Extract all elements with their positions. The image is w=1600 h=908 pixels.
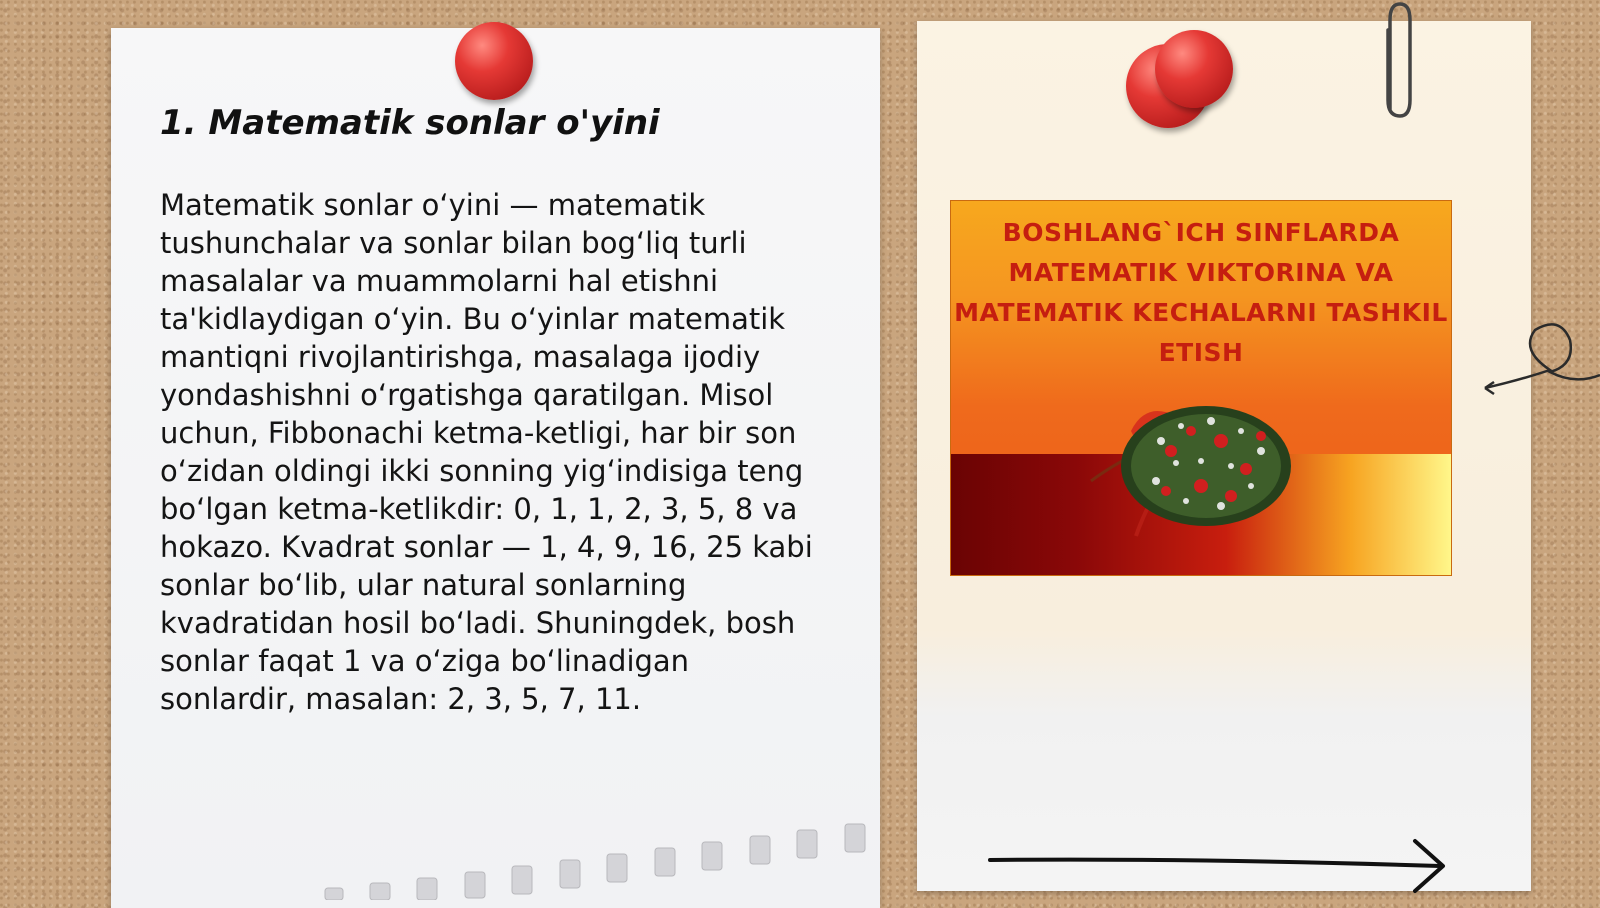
paper-clip-icon (1380, 0, 1414, 120)
slide-body-text: Matematik sonlar o‘yini — matematik tushunchalar va sonlar bilan bog‘liq turli masalalar va muammolarni hal etishni ta'kidlaydigan o‘yin. Bu o‘yinlar matematik mantiqni rivojlantirishga, masalaga ijodiy yondashishni o‘rgatishga qaratilgan. Misol uchun, Fibbonachi ketma-ketligi, har bir son o‘zidan oldingi ikki sonning yig‘indisiga teng bo‘lgan ketma-ketlikdir: 0, 1, 1, 2, 3, 5, 8 va hokazo. Kvadrat sonlar — 1, 4, 9, 16, 25 kabi sonlar bo‘lib, ular natural sonlarning kvadratidan hosil bo‘ladi. Shuningdek, bosh sonlar faqat 1 va o‘ziga bo‘linadigan sonlardir, masalan: 2, 3, 5, 7, 11. (160, 188, 813, 716)
flower-bouquet-icon (1071, 391, 1311, 541)
slide-title: 1. Matematik sonlar o'yini (160, 103, 660, 143)
poster-title: BOSHLANG`ICH SINFLARDA MATEMATIK VIKTORINA VA MATEMATIK KECHALARNI TASHKIL ETISH (954, 218, 1448, 367)
notebook-tear-tabs (320, 800, 880, 900)
decorative-string-loop (1480, 310, 1600, 410)
push-pin-icon (455, 22, 533, 100)
arrow-right-icon (985, 836, 1455, 896)
push-pin-icon (1155, 30, 1233, 108)
poster-image (950, 200, 1452, 576)
